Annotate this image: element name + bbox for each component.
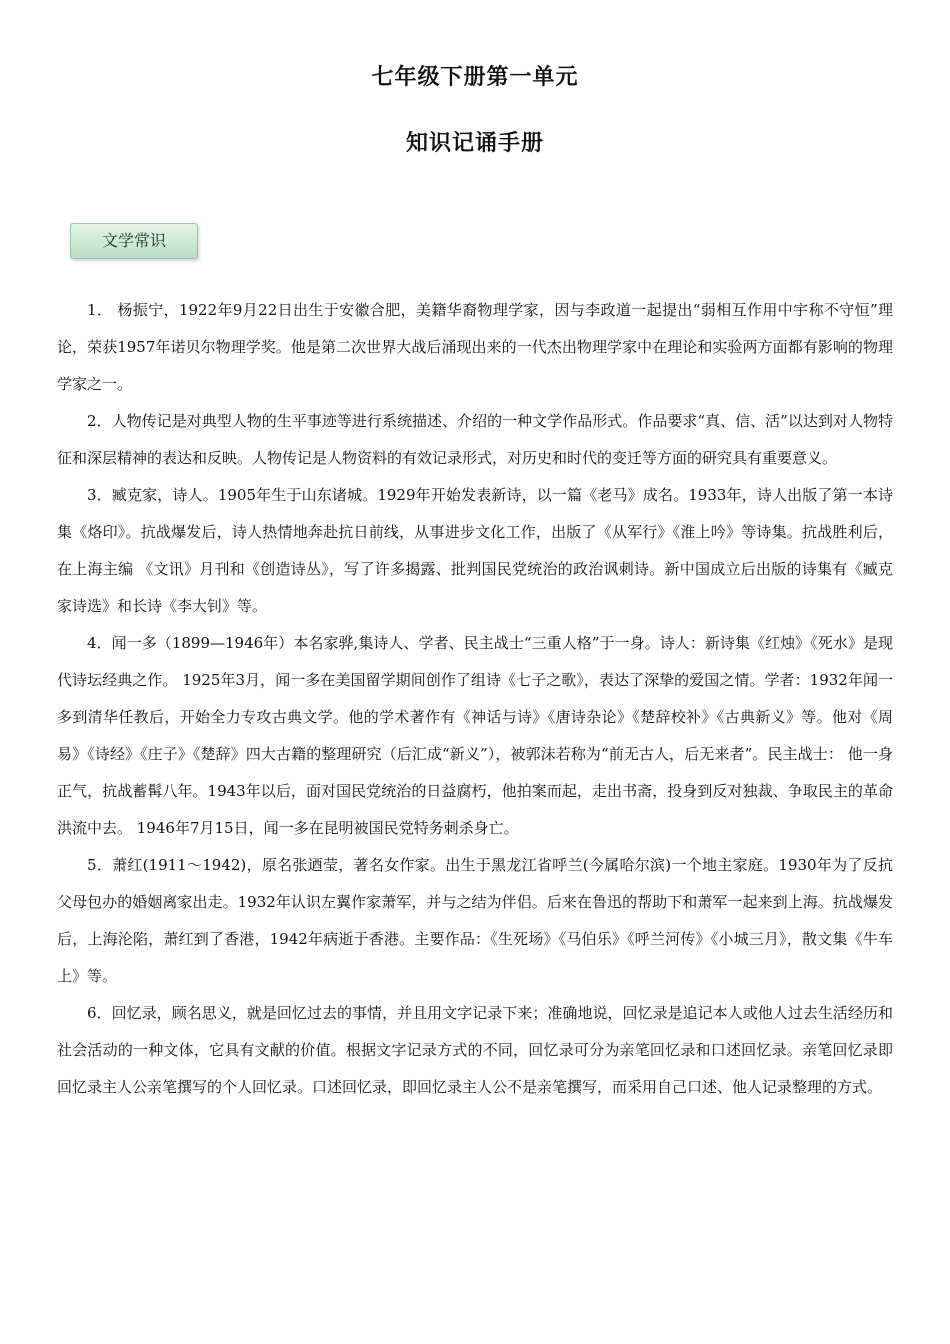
paragraph-5: 5．萧红(1911～1942)，原名张迺莹，著名女作家。出生于黑龙江省呼兰(今属哈尔滨)一个地主家庭。1930年为了反抗父母包办的婚姻离家出走。1932年认识左翼作家萧军，并与之结为伴侣。后来在鲁迅的帮助下和萧军一起来到上海。抗战爆发后，上海沦陷，萧红到了香港，1942年病逝于香港。主要作品：《生死场》《马伯乐》《呼兰河传》《小城三月》，散文集《牛车上》等。 (57, 856, 893, 985)
section-label: 文学常识 (70, 223, 198, 259)
page-title: 七年级下册第一单元 (371, 65, 579, 90)
paragraph-4: 4．闻一多（1899—1946年）本名家骅,集诗人、学者、民主战士“三重人格”于一身。诗人：新诗集《红烛》《死水》是现代诗坛经典之作。 1925年3月，闻一多在美国留学期间创作了组诗《七子之歌》，表达了深挚的爱国之情。学者：1932年闻一多到清华任教后，开始全力专攻古典文学。他的学术著作有《神话与诗》《唐诗杂论》《楚辞校补》《古典新义》等。他对《周易》《诗经》《庄子》《楚辞》四大古籍的整理研究（后汇成“新义”），被郭沫若称为“前无古人，后无来者”。民主战士： 他一身正气，抗战蓄髯八年。1943年以后，面对国民党统治的日益腐朽，他拍案而起，走出书斋，投身到反对独裁、争取民主的革命洪流中去。 1946年7月15日，闻一多在昆明被国民党特务刺杀身亡。 (57, 634, 893, 837)
paragraph-6: 6．回忆录，顾名思义，就是回忆过去的事情，并且用文字记录下来；准确地说，回忆录是追记本人或他人过去生活经历和社会活动的一种文体，它具有文献的价值。根据文字记录方式的不同，回忆录可分为亲笔回忆录和口述回忆录。亲笔回忆录即回忆录主人公亲笔撰写的个人回忆录。口述回忆录，即回忆录主人公不是亲笔撰写，而采用自己口述、他人记录整理的方式。 (57, 1004, 893, 1096)
paragraph-2: 2．人物传记是对典型人物的生平事迹等进行系统描述、介绍的一种文学作品形式。作品要求“真、信、活”以达到对人物特征和深层精神的表达和反映。人物传记是人物资料的有效记录形式，对历史和时代的变迁等方面的研究具有重要意义。 (57, 412, 893, 467)
paragraph-3: 3．臧克家，诗人。1905年生于山东诸城。1929年开始发表新诗，以一篇《老马》成名。1933年，诗人出版了第一本诗集《烙印》。抗战爆发后，诗人热情地奔赴抗日前线，从事进步文化工作，出版了《从军行》《淮上吟》等诗集。抗战胜利后，在上海主编 《文讯》月刊和《创造诗丛》，写了许多揭露、批判国民党统治的政治讽刺诗。新中国成立后出版的诗集有《臧克家诗选》和长诗《李大钊》等。 (57, 486, 893, 615)
paragraph-1: 1． 杨振宁，1922年9月22日出生于安徽合肥，美籍华裔物理学家，因与李政道一起提出“弱相互作用中宇称不守恒”理论，荣获1957年诺贝尔物理学奖。他是第二次世界大战后涌现出来的一代杰出物理学家中在理论和实验两方面都有影响的物理学家之一。 (57, 301, 893, 393)
content-body (57, 292, 893, 1106)
page-subtitle: 知识记诵手册 (405, 131, 544, 156)
